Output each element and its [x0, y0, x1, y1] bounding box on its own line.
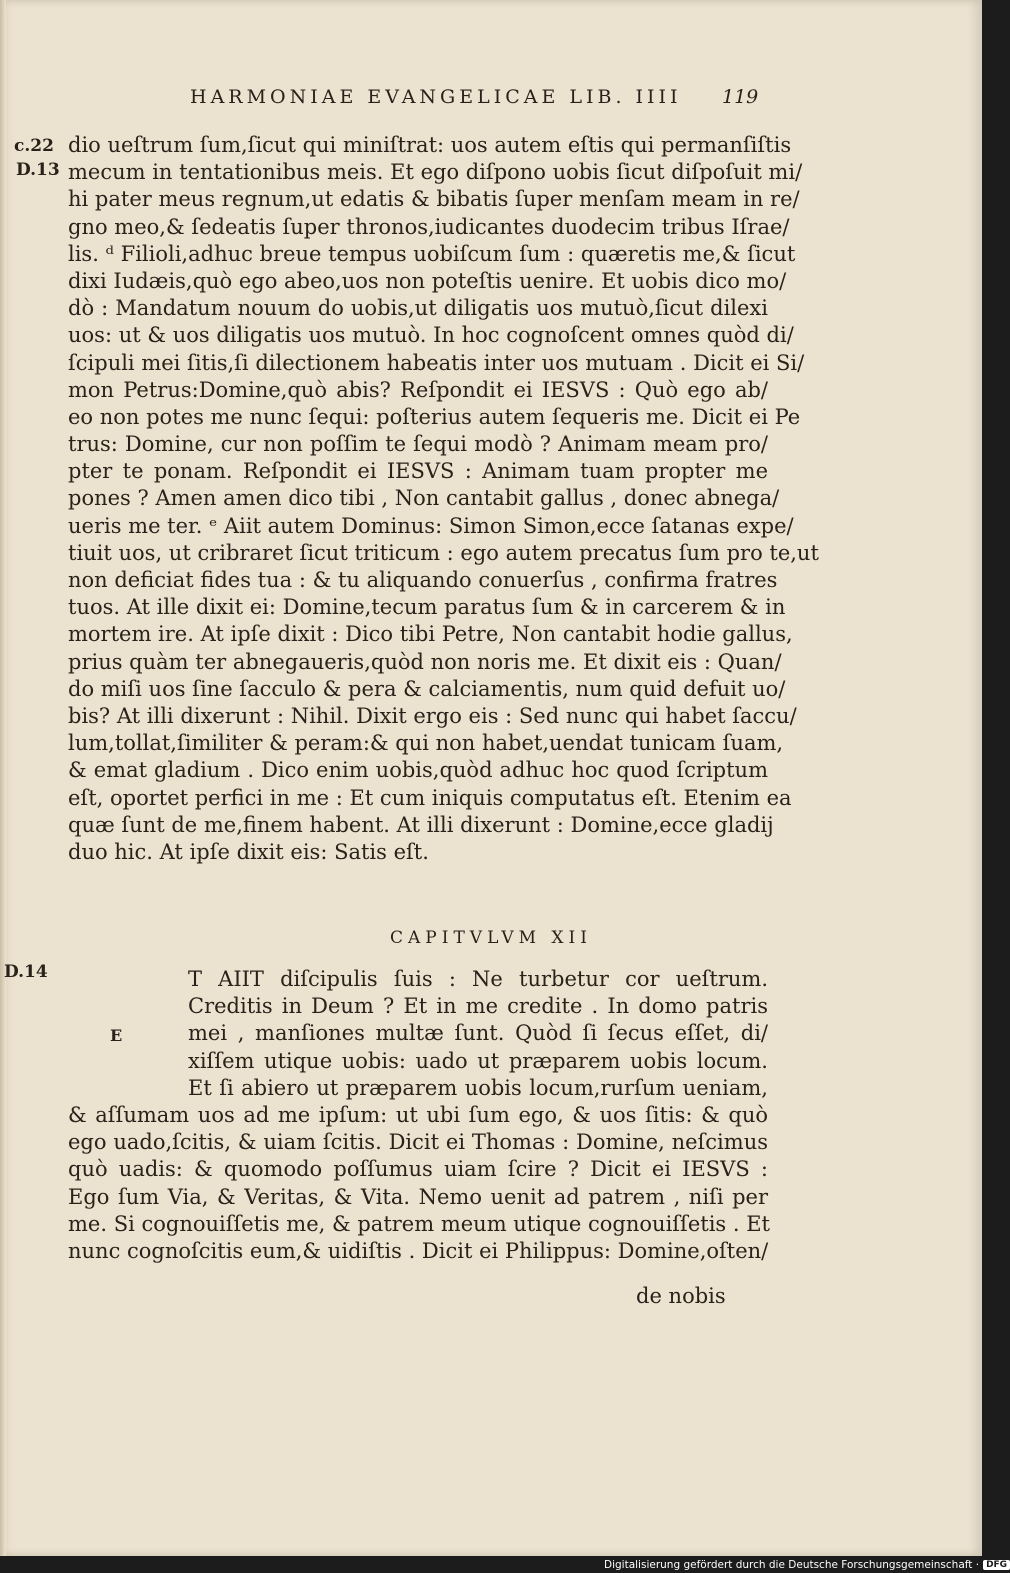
- text-line: dio ueſtrum ſum,ſicut qui miniſtrat: uos autem eſtis qui permanſiſtis: [68, 133, 792, 157]
- text-line: bis? At illi dixerunt : Nihil. Dixit ergo eis : Sed nunc qui habet ſaccu/: [68, 703, 797, 728]
- text-line: non deficiat fides tua : & tu aliquando conuerſus , confirma fratres: [68, 568, 778, 592]
- dfg-logo: DFG: [983, 1560, 1010, 1570]
- chapter-text-line: mei , manſiones multæ ſunt. Quòd ſi ſecus eſſet, di/: [188, 1021, 768, 1046]
- text-line: tuos. At ille dixit ei: Domine,tecum paratus ſum & in carcerem & in: [68, 595, 786, 620]
- catchword: de nobis: [636, 1284, 726, 1308]
- chapter-text-line: & aſſumam uos ad me ipſum: ut ubi ſum ego, & uos ſitis: & quò: [68, 1102, 768, 1127]
- text-line: mortem ire. At ipſe dixit : Dico tibi Petre, Non cantabit hodie gallus,: [68, 622, 793, 647]
- chapter-text-line: me. Si cognouiſſetis me, & patrem meum utique cognouiſſetis . Et: [68, 1211, 770, 1236]
- margin-note-c22: c.22: [14, 136, 54, 156]
- chapter-text-line: xiſſem utique uobis: uado ut præparem uobis locum.: [188, 1048, 768, 1073]
- text-line: pones ? Amen amen dico tibi , Non cantabit gallus , donec abnega/: [68, 486, 780, 511]
- chapter-text-line: ego uado,ſcitis, & uiam ſcitis. Dicit ei Thomas : Domine, neſcimus: [68, 1130, 768, 1155]
- text-line: quæ ſunt de me,finem habent. At illi dixerunt : Domine,ecce gladij: [68, 812, 774, 837]
- text-line: ueris me ter. ᵉ Aiit autem Dominus: Simon Simon,ecce ſatanas expe/: [68, 513, 794, 538]
- page-spine-shadow: [0, 0, 6, 1556]
- text-line: & emat gladium . Dico enim uobis,quòd adhuc hoc quod ſcriptum: [68, 758, 768, 783]
- chapter-text-line: nunc cognoſcitis eum,& uidiſtis . Dicit ei Philippus: Domine,oſten/: [68, 1238, 769, 1263]
- chapter-text-block: [68, 966, 768, 1265]
- text-line: eo non potes me nunc ſequi: poſterius autem ſequeris me. Dicit ei Pe: [68, 404, 801, 429]
- text-line: pter te ponam. Reſpondit ei IESVS : Animam tuam propter me: [68, 459, 768, 484]
- margin-note-d13: D.13: [16, 160, 60, 180]
- text-line: ſcipuli mei ſitis,ſi dilectionem habeatis inter uos mutuam . Dicit ei Si/: [68, 350, 805, 375]
- running-title: HARMONIAE EVANGELICAE LIB. IIII: [190, 86, 682, 108]
- page-number: 119: [722, 86, 759, 108]
- margin-note-d14: D.14: [4, 962, 48, 982]
- chapter-text-line: quò uadis: & quomodo poſſumus uiam ſcire ? Dicit ei IESVS :: [68, 1157, 768, 1182]
- text-line: uos: ut & uos diligatis uos mutuò. In hoc cognoſcent omnes quòd di/: [68, 323, 794, 348]
- digitization-footer: [604, 1557, 1010, 1573]
- text-line: eſt, oportet perfici in me : Et cum iniquis computatus eſt. Etenim ea: [68, 785, 792, 810]
- text-line: do miſi uos ſine ſacculo & pera & calciamentis, num quid defuit uo/: [68, 676, 786, 701]
- body-text-block: [68, 132, 819, 866]
- text-line: trus: Domine, cur non poſſim te ſequi modò ? Animam meam pro/: [68, 432, 768, 457]
- chapter-heading: CAPITVLVM XII: [390, 928, 592, 948]
- text-line: gno meo,& ſedeatis ſuper thronos,iudicantes duodecim tribus Iſrae/: [68, 214, 790, 239]
- text-line: tiuit uos, ut cribraret ſicut triticum : ego autem precatus ſum pro te,ut: [68, 540, 819, 565]
- text-line: lis. ᵈ Filioli,adhuc breue tempus uobiſcum ſum : quæretis me,& ſicut: [68, 241, 796, 266]
- text-line: hi pater meus regnum,ut edatis & bibatis ſuper menſam meam in re/: [68, 187, 800, 212]
- text-line: lum,tollat,ſimiliter & peram:& qui non habet,uendat tunicam ſuam,: [68, 731, 784, 756]
- chapter-text-line: Creditis in Deum ? Et in me credite . In domo patris: [188, 994, 768, 1019]
- text-line: dò : Mandatum nouum do uobis,ut diligatis uos mutuò,ſicut dilexi: [68, 296, 768, 321]
- text-line: mecum in tentationibus meis. Et ego diſpono uobis ſicut diſpoſuit mi/: [68, 160, 803, 185]
- footer-text: Digitalisierung gefördert durch die Deutsche Forschungsgemeinschaft ·: [604, 1559, 980, 1571]
- text-line: prius quàm ter abnegaueris,quòd non noris me. Et dixit eis : Quan/: [68, 649, 782, 674]
- chapter-text-line: T AIIT diſcipulis ſuis : Ne turbetur cor ueſtrum.: [188, 967, 768, 991]
- drop-initial-letter: E: [110, 1026, 123, 1045]
- chapter-text-line: Ego ſum Via, & Veritas, & Vita. Nemo uenit ad patrem , niſi per: [68, 1184, 768, 1209]
- text-line: duo hic. At ipſe dixit eis: Satis eſt.: [68, 839, 429, 864]
- text-line: dixi Iudæis,quò ego abeo,uos non poteſtis uenire. Et uobis dico mo/: [68, 268, 787, 293]
- text-line: mon Petrus:Domine,quò abis? Reſpondit ei IESVS : Quò ego ab/: [68, 377, 768, 402]
- chapter-text-line: Et ſi abiero ut præparem uobis locum,rurſum ueniam,: [188, 1075, 768, 1100]
